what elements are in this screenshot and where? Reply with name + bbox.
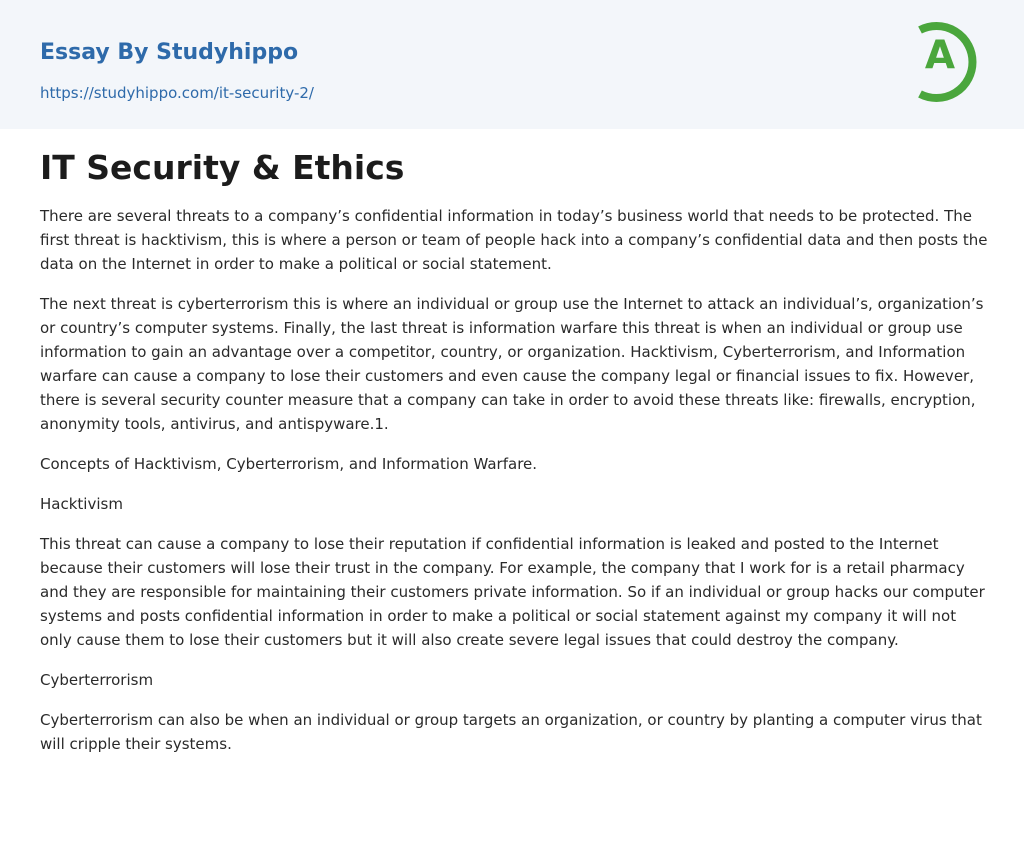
paragraph-intro: There are several threats to a company’s confidential information in today’s business world that needs to be protected. The first threat is hacktivism, this is where a person or team of people hack into a company’s confidential data and then posts the data on the Internet in order to make a political or social statement. (40, 207, 988, 273)
paragraph-concepts: Concepts of Hacktivism, Cyberterrorism, and Information Warfare. (40, 455, 538, 473)
studyhippo-logo[interactable] (912, 20, 986, 104)
article-content (40, 144, 988, 772)
section-heading-cyberterrorism: Cyberterrorism (40, 671, 154, 689)
paragraph-cyberterrorism: Cyberterrorism can also be when an individual or group targets an organization, or country by planting a computer virus that will cripple their systems. (40, 711, 982, 753)
paragraph-hacktivism: This threat can cause a company to lose their reputation if confidential information is leaked and posted to the Internet because their customers will lose their trust in the company. For example, the company that I work for is a retail pharmacy and they are responsible for maintaining their customers private information. So if an individual or group hacks our computer systems and posts confidential information in order to make a political or social statement against my company it will not only cause them to lose their customers but it will also create severe legal issues that could destroy the company. (40, 535, 985, 649)
section-heading-hacktivism: Hacktivism (40, 495, 123, 513)
article-title: IT Security & Ethics (40, 148, 405, 187)
essay-url-link[interactable]: https://studyhippo.com/it-security-2/ (40, 84, 314, 102)
logo-letter: A (924, 33, 956, 78)
paragraph-threats: The next threat is cyberterrorism this is where an individual or group use the Internet to attack an individual’s, organization’s or country’s computer systems. Finally, the last threat is information warfare this threat is when an individual or group use information to gain an advantage over a competitor, country, or organization. Hacktivism, Cyberterrorism, and Information warfare can cause a company to lose their customers and even cause the company legal or financial issues to fix. However, there is several security counter measure that a company can take in order to avoid these threats like: firewalls, encryption, anonymity tools, antivirus, and antispyware.1. (40, 295, 984, 433)
brand-title[interactable]: Essay By Studyhippo (40, 40, 299, 65)
site-header (0, 0, 1024, 129)
